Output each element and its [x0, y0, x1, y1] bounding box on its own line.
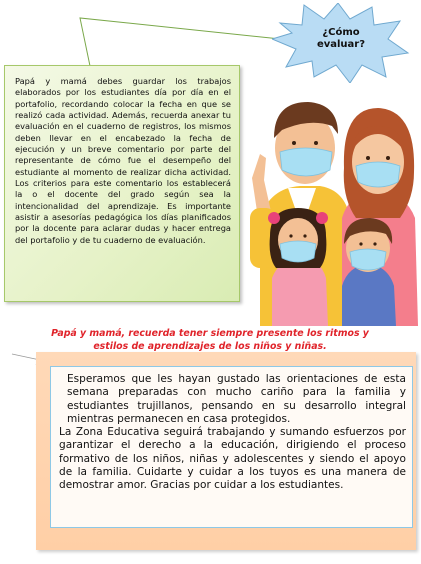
- question-burst-text: [302, 27, 380, 51]
- closing-paragraph-1: Esperamos que les hayan gustado las orientaciones de esta semana preparadas con mucho cariño para la familia y estudiantes trujillanos, pensando en su desarrollo integral mientras permanecen en casa protegidos.: [67, 373, 406, 425]
- closing-paragraph-2: La Zona Educativa seguirá trabajando y sumando esfuerzos por garantizar el derecho a la educación, dirigiendo el proceso formativo de los niños, niñas y adolescentes y siendo el apoyo de la familia. Cuidarte y cuidar a los tuyos es una manera de demostrar amor. Gracias por cuidar a los estudiantes.: [59, 426, 406, 492]
- instructions-box: [4, 65, 240, 302]
- family-illustration: [250, 68, 420, 326]
- reminder-text: [20, 327, 400, 353]
- reminder-line-2: estilos de aprendizajes de los niños y niñas.: [93, 341, 327, 352]
- reminder-line-1: Papá y mamá, recuerda tener siempre presente los ritmos y: [51, 328, 369, 339]
- closing-box: [50, 366, 413, 528]
- burst-line-1: ¿Cómo: [322, 27, 360, 38]
- instructions-text: Papá y mamá debes guardar los trabajos elaborados por los estudiantes día por día en el portafolio, recordando colocar la fecha en que se realizó cada actividad. Además, recuerda anexar tu evaluación en el cuaderno de registros, los mismos deben llevar en el encabezado la fecha de ejecución y un breve comentario por parte del representante de cómo fue el desempeño del estudiante al momento de realizar dicha actividad. Los criterios para este comentario los establecerá la o el docente del grado según sea la intencionalidad del aprendizaje. Es importante asistir a asesorías pedagógica los días planificados por la docente para aclarar dudas y hacer entrega del portafolio y de tu cuaderno de evaluación.: [15, 76, 231, 245]
- burst-line-2: evaluar?: [316, 39, 366, 50]
